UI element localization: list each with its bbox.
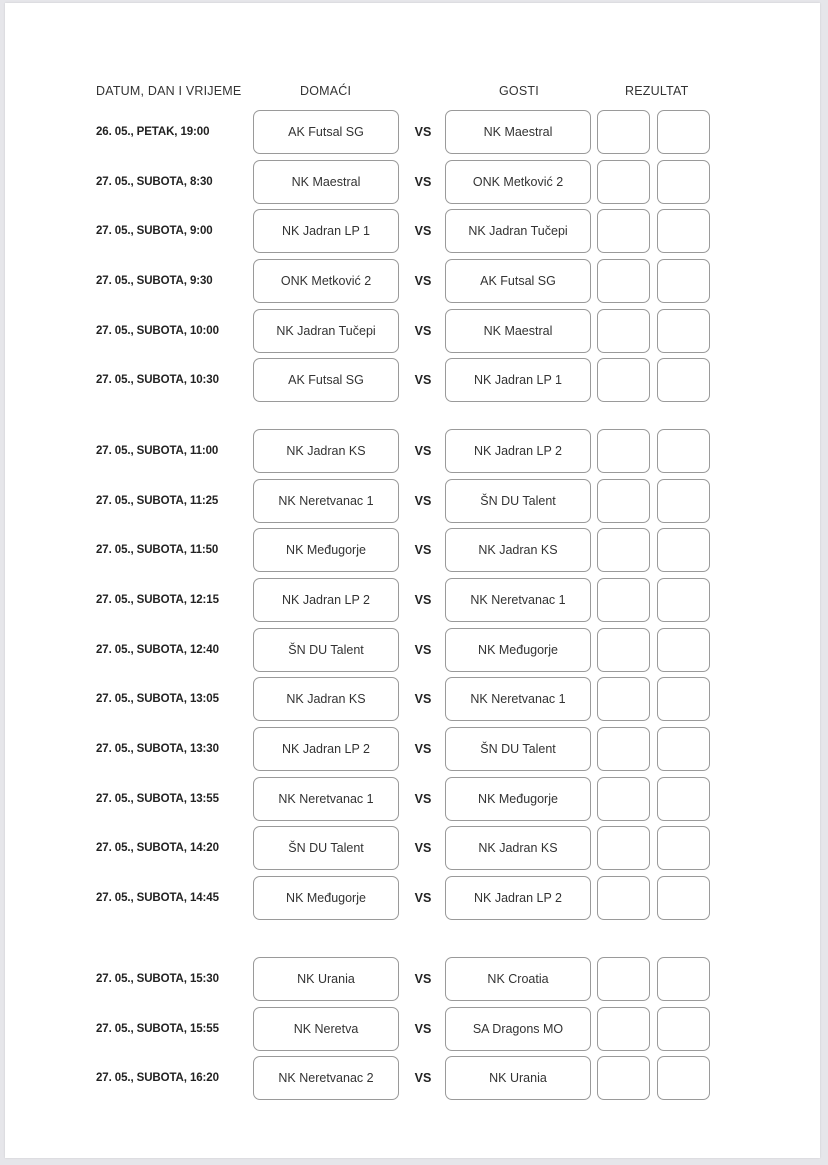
match-row xyxy=(5,358,820,402)
match-row xyxy=(5,429,820,473)
home-team-box: NK Neretva xyxy=(253,1007,399,1051)
home-score-field[interactable] xyxy=(597,358,650,402)
vs-label: VS xyxy=(414,323,432,338)
away-score-field[interactable] xyxy=(657,1056,710,1100)
away-score-field[interactable] xyxy=(657,259,710,303)
vs-label: VS xyxy=(414,373,432,388)
match-row xyxy=(5,309,820,353)
home-team-box: NK Jadran KS xyxy=(253,677,399,721)
vs-label: VS xyxy=(414,791,432,806)
away-team-box: ŠN DU Talent xyxy=(445,727,591,771)
home-team-box: NK Neretvanac 1 xyxy=(253,479,399,523)
away-team-box: ŠN DU Talent xyxy=(445,479,591,523)
home-team-box: NK Maestral xyxy=(253,160,399,204)
away-score-field[interactable] xyxy=(657,110,710,154)
home-score-field[interactable] xyxy=(597,628,650,672)
home-score-field[interactable] xyxy=(597,429,650,473)
away-score-field[interactable] xyxy=(657,628,710,672)
match-row xyxy=(5,677,820,721)
home-team-box: AK Futsal SG xyxy=(253,110,399,154)
vs-label: VS xyxy=(414,125,432,139)
away-score-field[interactable] xyxy=(657,1007,710,1051)
match-row xyxy=(5,957,820,1001)
home-team-box: ŠN DU Talent xyxy=(253,628,399,672)
home-score-field[interactable] xyxy=(597,876,650,920)
away-score-field[interactable] xyxy=(657,160,710,204)
away-team-box: NK Jadran LP 1 xyxy=(445,358,591,402)
match-row xyxy=(5,160,820,204)
match-datetime: 26. 05., PETAK, 19:00 xyxy=(96,126,210,138)
away-score-field[interactable] xyxy=(657,826,710,870)
vs-label: VS xyxy=(414,841,432,856)
home-score-field[interactable] xyxy=(597,777,650,821)
match-row xyxy=(5,727,820,771)
home-score-field[interactable] xyxy=(597,578,650,622)
away-score-field[interactable] xyxy=(657,429,710,473)
home-team-box: NK Međugorje xyxy=(253,528,399,572)
away-score-field[interactable] xyxy=(657,777,710,821)
home-score-field[interactable] xyxy=(597,160,650,204)
header-result: REZULTAT xyxy=(625,84,689,98)
home-team-box: ONK Metković 2 xyxy=(253,259,399,303)
vs-label: VS xyxy=(414,972,432,986)
match-datetime: 27. 05., SUBOTA, 10:30 xyxy=(96,374,219,387)
match-datetime: 27. 05., SUBOTA, 15:55 xyxy=(96,1022,219,1035)
header-home: DOMAĆI xyxy=(300,84,352,98)
match-datetime: 27. 05., SUBOTA, 13:30 xyxy=(96,742,219,755)
away-team-box: NK Međugorje xyxy=(445,628,591,672)
home-score-field[interactable] xyxy=(597,528,650,572)
match-datetime: 27. 05., SUBOTA, 9:30 xyxy=(96,274,213,287)
home-team-box: NK Neretvanac 1 xyxy=(253,777,399,821)
away-score-field[interactable] xyxy=(657,309,710,353)
vs-label: VS xyxy=(414,174,432,189)
away-team-box: NK Jadran LP 2 xyxy=(445,876,591,920)
away-score-field[interactable] xyxy=(657,479,710,523)
match-datetime: 27. 05., SUBOTA, 11:25 xyxy=(96,494,219,507)
match-datetime: 27. 05., SUBOTA, 14:20 xyxy=(96,842,219,855)
vs-label: VS xyxy=(414,890,432,905)
vs-label: VS xyxy=(414,1021,432,1036)
away-team-box: ONK Metković 2 xyxy=(445,160,591,204)
home-team-box: NK Neretvanac 2 xyxy=(253,1056,399,1100)
match-row xyxy=(5,209,820,253)
match-row xyxy=(5,528,820,572)
home-score-field[interactable] xyxy=(597,110,650,154)
away-team-box: NK Jadran KS xyxy=(445,826,591,870)
home-team-box: NK Jadran Tučepi xyxy=(253,309,399,353)
vs-label: VS xyxy=(414,273,432,288)
home-score-field[interactable] xyxy=(597,259,650,303)
away-team-box: NK Jadran LP 2 xyxy=(445,429,591,473)
vs-label: VS xyxy=(414,543,432,558)
home-team-box: NK Jadran LP 1 xyxy=(253,209,399,253)
home-score-field[interactable] xyxy=(597,309,650,353)
match-row xyxy=(5,1056,820,1100)
match-datetime: 27. 05., SUBOTA, 13:05 xyxy=(96,693,219,706)
match-row xyxy=(5,110,820,154)
home-score-field[interactable] xyxy=(597,1056,650,1100)
home-team-box: NK Jadran LP 2 xyxy=(253,727,399,771)
match-row xyxy=(5,479,820,523)
home-score-field[interactable] xyxy=(597,209,650,253)
match-datetime: 27. 05., SUBOTA, 15:30 xyxy=(96,973,219,985)
schedule-page xyxy=(5,3,820,1158)
match-datetime: 27. 05., SUBOTA, 12:15 xyxy=(96,593,219,606)
match-datetime: 27. 05., SUBOTA, 14:45 xyxy=(96,891,219,904)
away-team-box: NK Neretvanac 1 xyxy=(445,578,591,622)
away-team-box: NK Maestral xyxy=(445,110,591,154)
away-team-box: AK Futsal SG xyxy=(445,259,591,303)
away-team-box: NK Maestral xyxy=(445,309,591,353)
home-score-field[interactable] xyxy=(597,826,650,870)
match-datetime: 27. 05., SUBOTA, 10:00 xyxy=(96,324,219,337)
match-row xyxy=(5,578,820,622)
vs-label: VS xyxy=(414,224,432,239)
home-team-box: NK Jadran KS xyxy=(253,429,399,473)
home-score-field[interactable] xyxy=(597,479,650,523)
match-datetime: 27. 05., SUBOTA, 11:50 xyxy=(96,544,219,557)
away-team-box: NK Jadran KS xyxy=(445,528,591,572)
home-score-field[interactable] xyxy=(597,727,650,771)
away-score-field[interactable] xyxy=(657,876,710,920)
away-team-box: NK Croatia xyxy=(445,957,591,1001)
header-date: DATUM, DAN I VRIJEME xyxy=(96,84,242,98)
home-team-box: NK Jadran LP 2 xyxy=(253,578,399,622)
away-score-field[interactable] xyxy=(657,358,710,402)
away-team-box: NK Neretvanac 1 xyxy=(445,677,591,721)
away-team-box: SA Dragons MO xyxy=(445,1007,591,1051)
match-datetime: 27. 05., SUBOTA, 9:00 xyxy=(96,225,213,238)
away-team-box: NK Urania xyxy=(445,1056,591,1100)
away-score-field[interactable] xyxy=(657,578,710,622)
match-datetime: 27. 05., SUBOTA, 8:30 xyxy=(96,175,213,188)
away-score-field[interactable] xyxy=(657,677,710,721)
home-score-field[interactable] xyxy=(597,957,650,1001)
home-team-box: NK Urania xyxy=(253,957,399,1001)
vs-label: VS xyxy=(414,493,432,508)
vs-label: VS xyxy=(414,1071,432,1086)
away-team-box: NK Jadran Tučepi xyxy=(445,209,591,253)
match-datetime: 27. 05., SUBOTA, 16:20 xyxy=(96,1072,219,1085)
match-row xyxy=(5,628,820,672)
home-score-field[interactable] xyxy=(597,1007,650,1051)
match-datetime: 27. 05., SUBOTA, 13:55 xyxy=(96,792,219,805)
match-datetime: 27. 05., SUBOTA, 12:40 xyxy=(96,643,219,656)
header-away: GOSTI xyxy=(499,84,539,98)
home-score-field[interactable] xyxy=(597,677,650,721)
home-team-box: AK Futsal SG xyxy=(253,358,399,402)
away-score-field[interactable] xyxy=(657,727,710,771)
match-datetime: 27. 05., SUBOTA, 11:00 xyxy=(96,445,219,457)
match-row xyxy=(5,1007,820,1051)
vs-label: VS xyxy=(414,444,432,458)
home-team-box: ŠN DU Talent xyxy=(253,826,399,870)
match-row xyxy=(5,259,820,303)
vs-label: VS xyxy=(414,592,432,607)
vs-label: VS xyxy=(414,642,432,657)
away-score-field[interactable] xyxy=(657,528,710,572)
away-score-field[interactable] xyxy=(657,957,710,1001)
home-team-box: NK Međugorje xyxy=(253,876,399,920)
vs-label: VS xyxy=(414,741,432,756)
match-row xyxy=(5,826,820,870)
vs-label: VS xyxy=(414,692,432,707)
match-row xyxy=(5,876,820,920)
match-row xyxy=(5,777,820,821)
away-team-box: NK Međugorje xyxy=(445,777,591,821)
away-score-field[interactable] xyxy=(657,209,710,253)
